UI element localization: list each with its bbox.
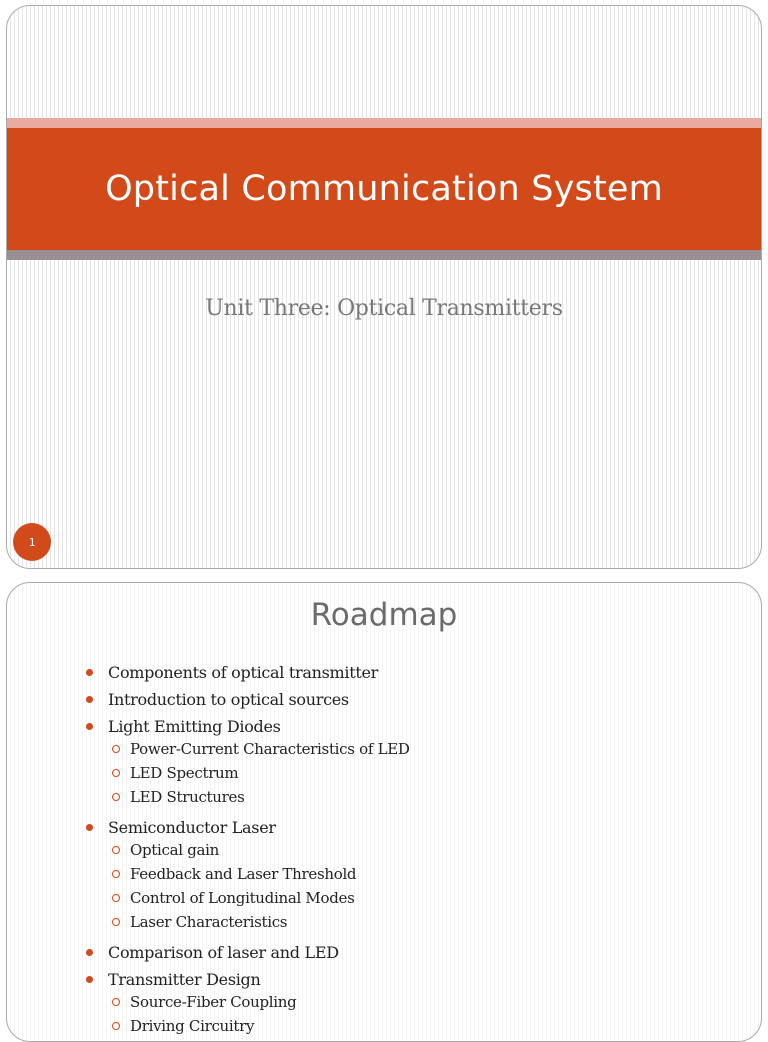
- agenda-item-text: Power-Current Characteristics of LED: [130, 740, 410, 758]
- bullet-ring-icon: [112, 1022, 120, 1030]
- slide-subtitle: Unit Three: Optical Transmitters: [205, 296, 563, 321]
- bullet-ring-icon: [112, 918, 120, 926]
- bullet-ring-icon: [112, 894, 120, 902]
- page-number-badge: [13, 523, 51, 561]
- bullet-ring-icon: [112, 793, 120, 801]
- bullet-ring-icon: [112, 870, 120, 878]
- bullet-ring-icon: [112, 769, 120, 777]
- title-slide: [6, 5, 762, 569]
- agenda-item-text: Laser Characteristics: [130, 913, 288, 931]
- agenda-item-text: Optical gain: [130, 841, 220, 859]
- agenda-item: [86, 661, 378, 683]
- agenda-item-text: Control of Longitudinal Modes: [130, 889, 355, 907]
- agenda-item: [86, 941, 339, 963]
- bullet-dot-icon: [86, 723, 93, 730]
- bullet-dot-icon: [86, 976, 93, 983]
- agenda-list: [7, 583, 761, 1041]
- bullet-dot-icon: [86, 696, 93, 703]
- agenda-item: [86, 688, 349, 710]
- agenda-item-text: Driving Circuitry: [130, 1017, 255, 1035]
- bullet-dot-icon: [86, 824, 93, 831]
- agenda-subitem: [112, 840, 219, 860]
- agenda-item: [86, 715, 281, 737]
- agenda-item-text: Transmitter Design: [108, 969, 261, 989]
- bullet-ring-icon: [112, 846, 120, 854]
- agenda-subitem: [112, 763, 238, 783]
- agenda-item-text: Comparison of laser and LED: [108, 942, 339, 962]
- agenda-subitem: [112, 787, 244, 807]
- agenda-item-text: LED Structures: [130, 788, 245, 806]
- agenda-item: [86, 816, 276, 838]
- agenda-subitem: [112, 992, 296, 1012]
- accent-stripe-top: [7, 118, 761, 128]
- slide-title: Optical Communication System: [105, 169, 663, 209]
- agenda-subitem: [112, 888, 355, 908]
- agenda-item-text: LED Spectrum: [130, 764, 239, 782]
- accent-stripe-bottom: [7, 250, 761, 260]
- bullet-ring-icon: [112, 998, 120, 1006]
- title-band: [7, 128, 761, 250]
- agenda-item-text: Components of optical transmitter: [108, 662, 378, 682]
- bullet-dot-icon: [86, 949, 93, 956]
- agenda-item: [86, 968, 261, 990]
- page-number: 1: [28, 535, 36, 549]
- bullet-dot-icon: [86, 669, 93, 676]
- roadmap-slide: [6, 582, 762, 1042]
- bullet-ring-icon: [112, 745, 120, 753]
- agenda-item-text: Feedback and Laser Threshold: [130, 865, 357, 883]
- agenda-item-text: Source-Fiber Coupling: [130, 993, 297, 1011]
- agenda-item-text: Introduction to optical sources: [108, 689, 349, 709]
- roadmap-title: Roadmap: [310, 597, 458, 633]
- agenda-subitem: [112, 912, 287, 932]
- agenda-subitem: [112, 739, 410, 759]
- agenda-subitem: [112, 1016, 254, 1036]
- agenda-item-text: Semiconductor Laser: [108, 817, 276, 837]
- agenda-subitem: [112, 864, 356, 884]
- agenda-item-text: Light Emitting Diodes: [108, 716, 281, 736]
